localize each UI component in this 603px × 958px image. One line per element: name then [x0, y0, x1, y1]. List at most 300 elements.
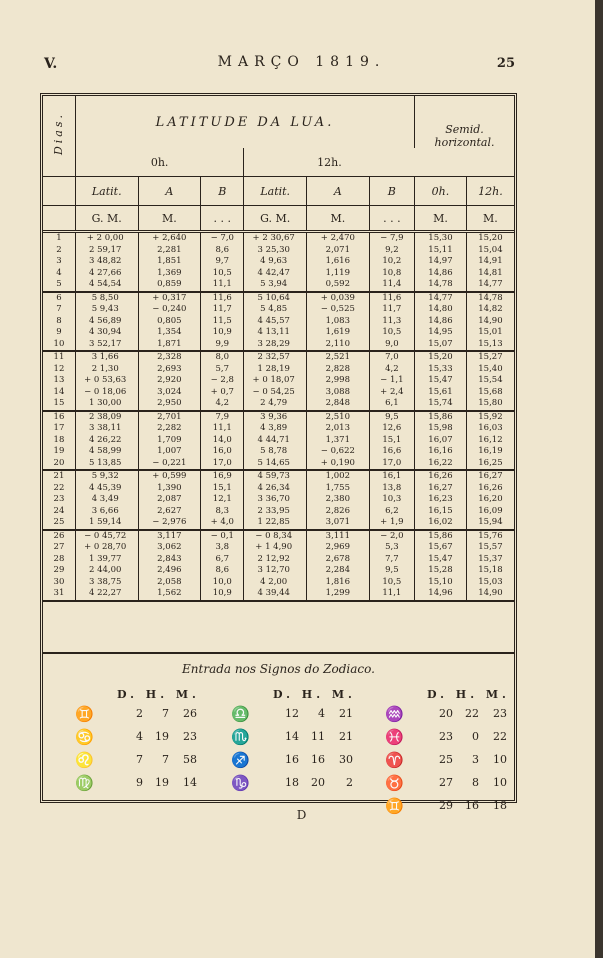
table-value: 1,390: [157, 482, 182, 493]
zodiac-entry: [367, 747, 517, 770]
table-value: 2,826: [325, 505, 350, 516]
zodiac-day: 29: [439, 799, 453, 812]
table-value: 4 26,22: [88, 434, 122, 445]
table-value: 15,54: [478, 375, 503, 385]
a-0-cell: [138, 232, 201, 292]
table-value: 16,27: [428, 482, 453, 493]
table-value: 27: [53, 542, 65, 552]
b-12-cell: [369, 351, 414, 411]
table-value: 16,02: [428, 517, 453, 527]
table-value: 4 54,54: [88, 279, 122, 289]
table-value: 2,843: [157, 553, 182, 564]
zodiac-sign-icon: ♏: [231, 728, 250, 746]
a-12-cell: [307, 470, 370, 530]
table-value: 11,7: [382, 304, 402, 314]
table-value: 7,7: [385, 553, 399, 564]
table-value: 15,11: [428, 244, 453, 255]
table-value: − 0 45,72: [84, 530, 127, 541]
table-value: 14,90: [478, 588, 503, 598]
table-value: 15,47: [428, 375, 453, 385]
table-value: 8,3: [215, 505, 230, 516]
zodiac-minute: 10: [493, 776, 507, 789]
table-value: 12,6: [382, 423, 402, 433]
table-value: − 0 8,34: [255, 530, 293, 541]
table-value: 16,27: [478, 471, 503, 481]
a-0-cell: [138, 530, 201, 601]
table-value: 9: [56, 327, 62, 337]
zodiac-sign-icon: ♎: [231, 705, 250, 723]
table-title: LATITUDE DA LUA.: [75, 96, 414, 148]
table-value: 16,20: [478, 494, 503, 504]
table-value: 26: [53, 530, 65, 541]
hour-12-header: 12h.: [317, 155, 342, 169]
table-value: 11,6: [212, 292, 232, 303]
b-0-cell: [201, 351, 244, 411]
a-0-cell: [138, 292, 201, 352]
table-value: 17,0: [382, 457, 402, 468]
latit-12-cell: [244, 292, 307, 352]
table-value: 2,013: [325, 423, 350, 433]
table-value: 4 58,99: [88, 446, 122, 456]
table-value: 15,37: [478, 553, 503, 564]
table-value: 4 42,47: [257, 267, 290, 278]
table-value: + 2 0,00: [86, 233, 124, 243]
table-value: 2,496: [157, 565, 182, 575]
table-value: 14,86: [428, 315, 453, 326]
day-cell: [43, 470, 75, 530]
table-value: 14: [53, 386, 65, 397]
zodiac-section: [43, 652, 514, 815]
table-value: 4 13,11: [257, 327, 290, 337]
table-value: 2,284: [325, 565, 350, 575]
zodiac-entry: [367, 770, 517, 793]
table-value: 1,871: [157, 338, 182, 349]
table-value: 4 26,34: [257, 482, 290, 493]
zodiac-day: 20: [439, 707, 453, 720]
table-value: 3,8: [215, 542, 230, 552]
table-value: 16,6: [382, 446, 402, 456]
table-value: 2 33,95: [257, 505, 290, 516]
table-value: 21: [53, 471, 65, 481]
table-value: 9,9: [215, 338, 230, 349]
day-cell: [43, 232, 75, 292]
zodiac-column-head: D. H. M.: [117, 688, 200, 701]
table-value: 1,371: [325, 434, 350, 445]
table-value: 11,1: [382, 588, 402, 598]
table-value: 8,6: [215, 244, 230, 255]
table-value: 15,61: [428, 386, 453, 397]
zodiac-entry: [57, 701, 207, 724]
corner-cell: [43, 177, 75, 206]
table-value: 3,062: [157, 542, 182, 552]
zodiac-hour: 16: [465, 799, 479, 812]
hour-0-header: 0h.: [75, 148, 243, 177]
semid-header: [415, 96, 514, 177]
table-value: 1,083: [325, 315, 350, 326]
table-value: 11,3: [382, 315, 402, 326]
table-value: 5 3,94: [260, 279, 288, 289]
table-value: + 0,599: [152, 471, 187, 481]
unit-cell: M.: [138, 206, 201, 232]
table-value: 16,12: [478, 434, 503, 445]
table-value: 2,848: [325, 398, 350, 408]
a-0-cell: [138, 351, 201, 411]
table-value: 5: [56, 279, 62, 289]
table-value: 6: [56, 292, 62, 303]
zodiac-day: 4: [136, 730, 143, 743]
table-value: 1: [56, 233, 62, 243]
a-12-cell: [307, 530, 370, 601]
table-value: 10,5: [212, 267, 232, 278]
table-value: 14,95: [428, 327, 453, 337]
table-value: 14,97: [428, 256, 453, 266]
table-value: 4 3,89: [260, 423, 288, 433]
table-value: 2: [56, 244, 62, 255]
table-value: 3 6,66: [91, 505, 119, 516]
table-value: 4 3,49: [91, 494, 119, 504]
latit-0-cell: [75, 530, 138, 601]
table-value: 3: [56, 256, 62, 266]
zodiac-minute: 18: [493, 799, 507, 812]
zodiac-column: [367, 688, 517, 816]
table-value: 15,92: [478, 411, 503, 422]
unit-cell: M.: [415, 206, 467, 232]
table-value: 1,299: [325, 588, 350, 598]
table-value: + 0,039: [320, 292, 355, 303]
day-cell: [43, 530, 75, 601]
zodiac-column: [213, 688, 363, 793]
table-value: 1,562: [157, 588, 182, 598]
table-value: 16: [53, 411, 65, 422]
table-value: 10: [53, 338, 65, 349]
table-value: 3 52,17: [88, 338, 122, 349]
table-value: 3 38,75: [88, 576, 122, 587]
zodiac-entry: [57, 724, 207, 747]
table-value: 13,8: [382, 482, 402, 493]
zodiac-minute: 2: [346, 776, 353, 789]
b-0-cell: [201, 232, 244, 292]
table-value: 1,616: [325, 256, 350, 266]
table-value: 2,058: [157, 576, 182, 587]
table-value: 15,27: [478, 352, 503, 362]
table-value: 1,816: [325, 576, 350, 587]
table-value: 13: [53, 375, 65, 385]
table-value: 2 59,17: [88, 244, 122, 255]
table-value: − 0,525: [320, 304, 355, 314]
table-value: 1,007: [157, 446, 182, 456]
b-0-cell: [201, 530, 244, 601]
zodiac-hour: 19: [155, 776, 169, 789]
zodiac-day: 23: [439, 730, 453, 743]
zodiac-hour: 20: [311, 776, 325, 789]
table-value: 15,18: [478, 565, 503, 575]
zodiac-entry: [57, 770, 207, 793]
table-value: 9,7: [215, 256, 230, 266]
latit-0-cell: [75, 411, 138, 471]
table-value: 4 22,27: [88, 588, 122, 598]
table-value: 0,859: [157, 279, 182, 289]
table-value: 10,9: [212, 327, 232, 337]
table-value: 5 8,50: [91, 292, 119, 303]
zodiac-column-head: D. H. M.: [273, 688, 356, 701]
zodiac-day: 25: [439, 753, 453, 766]
semid-12-cell: [466, 351, 514, 411]
table-value: 4,2: [215, 398, 230, 408]
table-value: 16,26: [428, 471, 453, 481]
table-value: 1,619: [325, 327, 350, 337]
table-value: 15,13: [478, 338, 503, 349]
table-value: 4 45,57: [257, 315, 290, 326]
zodiac-sign-icon: ♒: [385, 705, 404, 723]
zodiac-hour: 16: [311, 753, 325, 766]
zodiac-minute: 58: [183, 753, 197, 766]
table-value: 3 48,82: [88, 256, 122, 266]
table-value: 0,805: [157, 315, 182, 326]
table-value: 2,969: [325, 542, 350, 552]
zodiac-entry: [367, 724, 517, 747]
table-value: 23: [53, 494, 65, 504]
table-value: 1,369: [157, 267, 182, 278]
table-value: 12: [53, 363, 65, 374]
zodiac-day: 9: [136, 776, 143, 789]
table-value: 5,7: [215, 363, 230, 374]
table-value: − 2,8: [210, 375, 234, 385]
table-value: 10,3: [382, 494, 402, 504]
unit-cell: G. M.: [244, 206, 307, 232]
latit-0-cell: [75, 232, 138, 292]
table-value: + 0,317: [152, 292, 187, 303]
table-value: 15,30: [428, 233, 453, 243]
table-value: 10,5: [382, 576, 402, 587]
a-12-cell: [307, 292, 370, 352]
table-value: 6,2: [385, 505, 399, 516]
col-semid-12: 12h.: [466, 177, 514, 206]
table-value: 11,6: [382, 292, 402, 303]
col-b-12: B: [369, 177, 414, 206]
table-value: 20: [53, 457, 65, 468]
zodiac-hour: 8: [472, 776, 479, 789]
table-value: 11,1: [212, 423, 232, 433]
semid-12-cell: [466, 530, 514, 601]
zodiac-entry: [57, 747, 207, 770]
table-value: 16,26: [478, 482, 503, 493]
zodiac-hour: 7: [162, 707, 169, 720]
table-value: 9,5: [385, 565, 399, 575]
table-value: + 2,470: [320, 233, 355, 243]
table-value: 6,1: [385, 398, 399, 408]
zodiac-title: Entrada nos Signos do Zodiaco.: [182, 662, 375, 676]
table-value: 10,2: [382, 256, 402, 266]
table-value: 15,1: [212, 482, 232, 493]
table-value: 15,67: [428, 542, 453, 552]
table-value: 2,071: [325, 244, 350, 255]
table-value: 3,117: [157, 530, 182, 541]
latit-0-cell: [75, 351, 138, 411]
zodiac-minute: 26: [183, 707, 197, 720]
table-value: 15,1: [382, 434, 402, 445]
table-value: 1,755: [325, 482, 350, 493]
day-cell: [43, 411, 75, 471]
table-value: 15,57: [478, 542, 503, 552]
semid-line2: horizontal.: [434, 136, 495, 149]
table-value: 16,16: [428, 446, 453, 456]
column-header-row: [43, 177, 514, 206]
b-12-cell: [369, 292, 414, 352]
col-a-12: A: [307, 177, 370, 206]
table-value: 15,28: [428, 565, 453, 575]
table-value: 16,23: [428, 494, 453, 504]
table-value: 5 9,32: [91, 471, 119, 481]
latit-12-cell: [244, 530, 307, 601]
zodiac-sign-icon: ♍: [75, 774, 94, 792]
table-value: 18: [53, 434, 65, 445]
table-value: 3 36,70: [257, 494, 290, 504]
b-0-cell: [201, 292, 244, 352]
table-body: [43, 232, 514, 601]
table-value: 16,09: [478, 505, 503, 516]
b-12-cell: [369, 530, 414, 601]
latit-12-cell: [244, 232, 307, 292]
table-value: 14,77: [478, 279, 503, 289]
zodiac-sign-icon: ♐: [231, 751, 250, 769]
table-value: − 0,1: [210, 530, 234, 541]
semid-0-cell: [415, 232, 467, 292]
table-value: + 0 53,63: [84, 375, 127, 385]
table-value: 2,701: [157, 411, 182, 422]
b-12-cell: [369, 232, 414, 292]
zodiac-hour: 3: [472, 753, 479, 766]
table-value: 16,03: [478, 423, 503, 433]
table-value: 19: [53, 446, 65, 456]
latit-12-cell: [244, 411, 307, 471]
moon-latitude-table: [43, 96, 514, 602]
table-value: 14,81: [478, 267, 503, 278]
zodiac-minute: 10: [493, 753, 507, 766]
table-value: 16,15: [428, 505, 453, 516]
table-value: 5,3: [385, 542, 399, 552]
day-cell: [43, 351, 75, 411]
table-value: + 0,190: [320, 457, 355, 468]
table-value: 10,8: [382, 267, 402, 278]
table-value: 16,19: [478, 446, 503, 456]
table-value: 1,119: [325, 267, 350, 278]
a-12-cell: [307, 232, 370, 292]
table-value: 2,678: [325, 553, 350, 564]
table-value: 4 39,44: [257, 588, 290, 598]
table-value: 4 56,89: [88, 315, 122, 326]
day-group-row: [43, 292, 514, 352]
page-number: 25: [496, 56, 515, 71]
zodiac-entry: [213, 701, 363, 724]
table-value: 2 32,57: [257, 352, 290, 362]
col-latit-0: Latit.: [75, 177, 138, 206]
table-value: 14,82: [478, 304, 503, 314]
table-value: 15,40: [478, 363, 503, 374]
a-0-cell: [138, 470, 201, 530]
table-value: 5 9,43: [91, 304, 119, 314]
table-value: 3,088: [325, 386, 350, 397]
table-value: 2,510: [325, 411, 350, 422]
table-value: 3,111: [325, 530, 350, 541]
zodiac-hour: 4: [318, 707, 325, 720]
table-value: 3 25,30: [257, 244, 290, 255]
table-value: 15,86: [428, 411, 453, 422]
table-value: 1 22,85: [257, 517, 290, 527]
table-value: 15,07: [428, 338, 453, 349]
table-value: 15,20: [428, 352, 453, 362]
zodiac-column-head: D. H. M.: [427, 688, 510, 701]
unit-row: [43, 206, 514, 232]
zodiac-entry: [213, 724, 363, 747]
table-value: 11: [53, 352, 65, 362]
table-value: 10,9: [212, 588, 232, 598]
table-value: 2,998: [325, 375, 350, 385]
table-value: + 4,0: [210, 517, 234, 527]
semid-0-cell: [415, 411, 467, 471]
table-value: 3 9,36: [260, 411, 288, 422]
table-value: 15,86: [428, 530, 453, 541]
table-value: 14,96: [428, 588, 453, 598]
table-value: 12,1: [212, 494, 232, 504]
b-0-cell: [201, 411, 244, 471]
col-a-0: A: [138, 177, 201, 206]
signature-mark: D: [296, 808, 307, 822]
table-value: 8,0: [215, 352, 230, 362]
table-value: 11,7: [212, 304, 232, 314]
zodiac-minute: 21: [339, 707, 353, 720]
table-value: 2,693: [157, 363, 182, 374]
table-frame: [40, 93, 517, 815]
a-12-cell: [307, 411, 370, 471]
table-value: 6,7: [215, 553, 230, 564]
b-12-cell: [369, 470, 414, 530]
table-value: 15,94: [478, 517, 503, 527]
table-value: 2,380: [325, 494, 350, 504]
table-value: 7,0: [385, 352, 399, 362]
table-value: 7: [56, 304, 62, 314]
zodiac-minute: 14: [183, 776, 197, 789]
table-value: 25: [53, 517, 65, 527]
table-value: 5 13,85: [88, 457, 122, 468]
zodiac-sign-icon: ♉: [385, 774, 404, 792]
zodiac-day: 18: [285, 776, 299, 789]
table-value: − 0,221: [152, 457, 187, 468]
zodiac-sign-icon: ♈: [385, 751, 404, 769]
table-value: 16,1: [382, 471, 402, 481]
table-value: 4 27,66: [88, 267, 122, 278]
table-value: 2,950: [157, 398, 182, 408]
table-value: 16,07: [428, 434, 453, 445]
table-value: 2,828: [325, 363, 350, 374]
table-value: 1 59,14: [88, 517, 122, 527]
table-value: 16,25: [478, 457, 503, 468]
latit-0-cell: [75, 292, 138, 352]
table-value: 3 28,29: [257, 338, 290, 349]
semid-0-cell: [415, 351, 467, 411]
table-value: 17: [53, 423, 65, 433]
page-left-mark: V.: [44, 56, 58, 72]
table-value: 1,002: [325, 471, 350, 481]
table-value: 4 2,00: [260, 576, 288, 587]
table-value: − 1,1: [380, 375, 404, 385]
unit-cell: G. M.: [75, 206, 138, 232]
zodiac-day: 2: [136, 707, 143, 720]
table-value: 4 59,73: [257, 471, 290, 481]
semid-0-cell: [415, 292, 467, 352]
zodiac-sign-icon: ♊: [385, 797, 404, 815]
table-value: 14,91: [478, 256, 503, 266]
table-value: 4 9,63: [260, 256, 288, 266]
